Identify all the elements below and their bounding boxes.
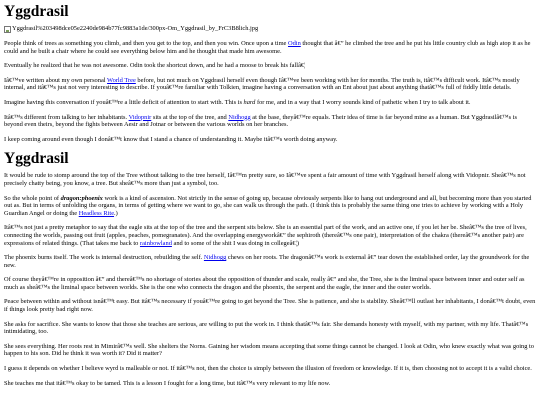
image-alt-text: Yggdrasil%203498dce05e2240de984b77fc9883a1de/300px-Om_Yggdrasil_by_FrC3B8lich.jpg xyxy=(12,25,259,32)
emphasis: dragon:phoenix xyxy=(60,194,103,202)
emphasis: hard xyxy=(243,98,256,106)
link-nidhogg[interactable]: Nidhogg xyxy=(228,113,251,121)
text: Itâ€™s not just a pretty metaphor to say that the eagle sits at the top of the tree and the serpent sits below. She is an essential part of the work, and an active one, if you let her be. Sheâ€™s the tree of lives, connecting the worlds, passing out fruit (apples, peaches, pomegranates). And the overlapping energyworkâ€” the sephiroth (thereâ€™s one pair), interpretation of the chakra (thereâ€™s another pair) are expressions of related things. (That takes me back to xyxy=(4,224,527,247)
link-headless-rite[interactable]: Headless Rite xyxy=(78,209,115,217)
link-rainbowland[interactable]: rainbowland xyxy=(139,239,172,247)
paragraph: I guess it depends on whether I believe wyrd is malleable or not. If itâ€™s not, then the choice is simply between the illusion of freedom or knowledge. If it is, then choosing not to accept it is a valid choice. xyxy=(4,365,532,373)
link-world-tree[interactable]: World Tree xyxy=(107,76,136,84)
text: Itâ€™s different from talking to her inhabitants. xyxy=(4,113,129,121)
text: People think of trees as something you climb, and then you get to the top, and then you win. Once upon a time xyxy=(4,40,288,47)
text: The phoenix burns itself. The work is internal destruction, rebuilding the self. xyxy=(4,254,204,262)
paragraph: Eventually he realized that he was not awesome. Odin took the shortcut down, and he had a moose to break his fallâ€¦ xyxy=(4,62,306,70)
paragraph: Peace between within and without isnâ€™t easy. But itâ€™s necessary if youâ€™re going to get beyond the Tree. She is patience, and she is stability. Sheâ€™ll outlast her inhabitants, I donâ€™t doubt, even if things look pretty bad right now. xyxy=(4,298,536,314)
link-nidhogg[interactable]: Nidhogg xyxy=(203,254,227,262)
paragraph xyxy=(4,195,536,218)
text: before, but not much on Yggdrasil herself even though Iâ€™ve been working with her for months. The truth is, itâ€™s difficult work. Itâ€™s mostly internal, and itâ€™s just not very interesting to describe. If youâ€™re familiar with Tolkien, imagine having a conversation with an Ent about just about anything thatâ€™s full of fiddly little details. xyxy=(4,76,520,92)
text: work is a kind of ascension. Not strictly in the sense of going up, because obviously serpents like to hang out underground and all, but becoming more than you started out as. But in terms of unfolding the organs, in terms of getting where we want to go, she can walk us through the path. (I think this is probably the same thing one tries to achieve by working with a Holy Guardian Angel or doing the xyxy=(4,194,532,217)
paragraph: I keep coming around even though I donâ€™t know that I stand a chance of understanding it. Maybe itâ€™s worth doing anyway. xyxy=(4,135,338,143)
paragraph xyxy=(4,40,536,55)
text: Iâ€™ve written about my own personal xyxy=(4,76,108,84)
paragraph xyxy=(4,114,536,129)
text: at the base, theyâ€™re equals. Their idea of time is far beyond mine as a human. But Yggdrasilâ€™s is beyond even theirs, beyond the fights between Aesir and Jotnar or between the various worlds on her branches. xyxy=(4,113,518,129)
paragraph: It would be rude to stomp around the top of the Tree without talking to the tree herself, Iâ€™m pretty sure, so Iâ€™ve spent a fair amount of time with Yggdrasil herself along with Vidopnir. Sheâ€™s not precisely chatty being, you know, a tree. But sheâ€™s more than just a symbol, too. xyxy=(4,172,526,187)
text: .) xyxy=(114,209,118,217)
paragraph xyxy=(4,254,536,269)
section-title: Yggdrasil xyxy=(4,150,69,168)
link-odin[interactable]: Odin xyxy=(287,40,301,47)
text: sits at the top of the tree, and xyxy=(151,113,229,121)
paragraph xyxy=(4,224,536,247)
page-title: Yggdrasil xyxy=(4,3,69,20)
text: Imagine having this conversation if youâ€™re a little deficit of attention to start with. This is xyxy=(4,98,244,106)
link-vidopnir[interactable]: Vidopnir xyxy=(128,113,152,121)
broken-image-icon xyxy=(4,26,11,33)
paragraph: She asks for sacrifice. She wants to know that those she teaches are serious, are willing to put the work in. I think thatâ€™s fair. She demands honesty with myself, with my partner, with my life. Thatâ€™s intimidating, too. xyxy=(4,320,529,336)
text: thought that â€” he climbed the tree and he put his little country club as high atop it as he could and he built a chair where he could see everything below him and he thought that made him awesome. xyxy=(4,40,531,55)
text: for me, and in a way that I worry sounds kind of pathetic when I try to talk about it. xyxy=(255,98,471,106)
paragraph: Of course theyâ€™re in opposition â€” and thereâ€™s no shortage of stories about the opposition of thunder and scale, really â€” and she, the Tree, she is the liminal space between inner and outer self as much as sheâ€™s the liminal space between worlds. She is the one who connects the dragon and the phoenix, the serpent and the eagle, the inner and the outer worlds. xyxy=(4,276,525,291)
paragraph: She sees everything. Her roots rest in Mimirâ€™s well. She shelters the Norns. Gaining her wisdom means accepting that some things cannot be changed. I look at Odin, who knew exactly what was going to happen to his son. Did he think it was worth it? Did it matter? xyxy=(4,342,535,358)
paragraph: She teaches me that itâ€™s okay to be tamed. This is a lesson I fought for a long time, but itâ€™s very relevant to my life now. xyxy=(4,379,331,387)
paragraph xyxy=(4,99,536,107)
broken-image xyxy=(4,25,536,33)
text: chews on her roots. The dragonâ€™s work is external â€” tear down the established order, lay the groundwork for the new. xyxy=(4,254,530,269)
text: and to some of the shit I was doing in collegeâ€¦) xyxy=(171,239,300,247)
paragraph xyxy=(4,77,536,92)
text: So the whole point of xyxy=(4,194,61,202)
